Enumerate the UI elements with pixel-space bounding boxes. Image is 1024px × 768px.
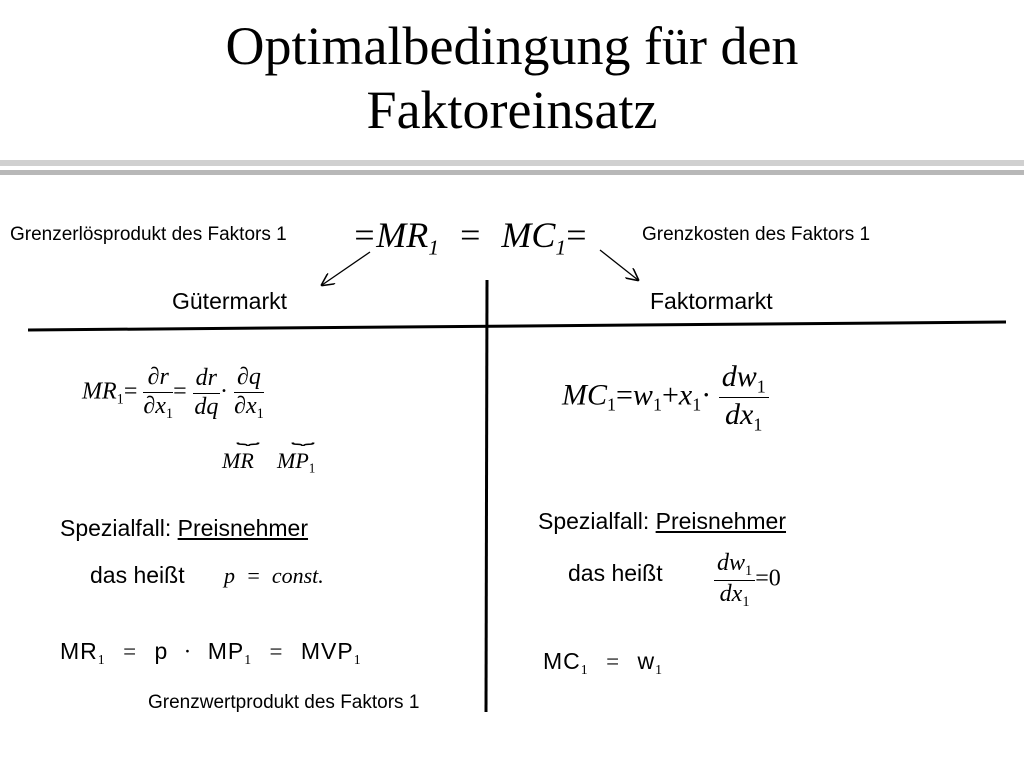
underbrace-2 [280,425,326,445]
lr-mvp: MVP [300,638,354,664]
vertical-divider [486,280,487,712]
right-result [543,648,663,678]
right-condition [714,550,781,610]
rf-mc: MC [562,378,607,412]
lf-f3-num: ∂q [234,364,264,393]
eq-equals: = [460,215,481,255]
lf-mr: MR [82,378,117,405]
eq-mc: MC [501,215,556,255]
left-that-is: das heißt [90,562,185,588]
rf-dot: · [701,378,712,412]
eq-mr-sub: 1 [428,235,440,260]
rr-eq: = [606,649,621,674]
rr-mc-sub: 1 [580,661,589,677]
rc-rhs: =0 [755,565,781,592]
eq-mr: =MR [352,215,429,255]
rc-den-sub: 1 [742,593,750,610]
brace-label-mp-sub: 1 [308,460,316,476]
rc-den [714,581,755,611]
lf-f1-den [143,393,173,423]
lf-fraction-2 [193,365,220,421]
lf-mr-sub: 1 [116,391,124,408]
rf-x: x [678,378,693,412]
brace-label-mp-text: MP [277,448,309,473]
rf-mc-sub: 1 [607,394,616,415]
right-special-case [538,508,786,535]
lf-f2-num: dr [193,365,220,394]
lr-mp: MP [207,638,245,664]
right-special-prefix: Spezialfall: [538,508,656,534]
brace-label-mr: MR [222,448,254,473]
lf-f1-den-x: ∂x [143,392,166,419]
left-bottom-note: Grenzwertprodukt des Faktors 1 [148,692,420,713]
rc-num-sub: 1 [745,563,753,580]
lr-eq-2: = [269,639,284,664]
lf-eq-1: = [123,378,138,405]
lf-f3-den [234,393,264,423]
rf-w-sub: 1 [652,394,662,415]
rf-num-text: dw [721,360,757,393]
rf-num [719,360,769,398]
lf-f1-den-sub: 1 [165,405,174,422]
lr-mr-sub: 1 [97,651,106,667]
horizontal-divider [28,322,1006,330]
rf-eq: = [616,378,633,412]
lf-dot: · [220,378,229,405]
rf-fraction [719,360,769,435]
rf-plus: + [661,378,679,412]
rc-num-text: dw [717,550,746,576]
arrow-right [600,250,638,280]
lr-mvp-sub: 1 [353,651,362,667]
lf-f3-den-x: ∂x [234,392,257,419]
underbrace-1-glyph: ⏟ [236,425,260,445]
underbrace-2-glyph: ⏟ [291,425,315,445]
lr-mr: MR [60,638,98,664]
right-special-underlined: Preisnehmer [655,508,787,534]
lr-p: p [154,638,169,664]
rr-w-sub: 1 [655,661,663,677]
lr-eq-1: = [123,639,138,664]
left-result [60,638,362,668]
right-top-note: Grenzkosten des Faktors 1 [642,224,871,245]
rr-mc: MC [543,648,581,674]
arrow-left [322,252,370,285]
rr-w: w [637,648,656,674]
rc-den-text: dx [719,580,743,607]
left-condition: p = const. [224,563,324,588]
heading-faktormarkt: Faktormarkt [650,288,773,314]
title-line-1: Optimalbedingung für den [225,16,799,76]
lf-f3-den-sub: 1 [256,405,264,422]
lf-fraction-1 [143,364,173,422]
right-that-is: das heißt [568,560,663,586]
rc-fraction [714,550,755,610]
lf-f2-den: dq [194,393,219,420]
rf-den [719,398,769,435]
left-formula [82,364,264,422]
eq-mc-sub: 1 [555,235,567,260]
heading-guetermarkt: Gütermarkt [172,288,288,314]
eq-suffix: = [566,215,587,255]
lr-mp-sub: 1 [244,651,253,667]
right-formula [562,360,769,435]
left-special-case [60,515,308,542]
rf-den-sub: 1 [753,414,763,435]
lr-dot: · [183,639,193,664]
lf-fraction-3 [234,364,264,422]
rf-num-sub: 1 [756,376,766,397]
rf-den-text: dx [725,397,754,431]
rc-num [714,550,755,581]
rf-w: w [632,378,653,412]
rf-x-sub: 1 [692,394,702,415]
title-line-2: Faktoreinsatz [366,80,658,140]
brace-label-mp [277,448,315,477]
lf-eq-2: = [173,378,187,405]
left-special-prefix: Spezialfall: [60,515,178,541]
left-special-underlined: Preisnehmer [177,515,309,541]
left-top-note: Grenzerlösprodukt des Faktors 1 [10,224,287,245]
lf-f1-num: ∂r [143,364,173,393]
